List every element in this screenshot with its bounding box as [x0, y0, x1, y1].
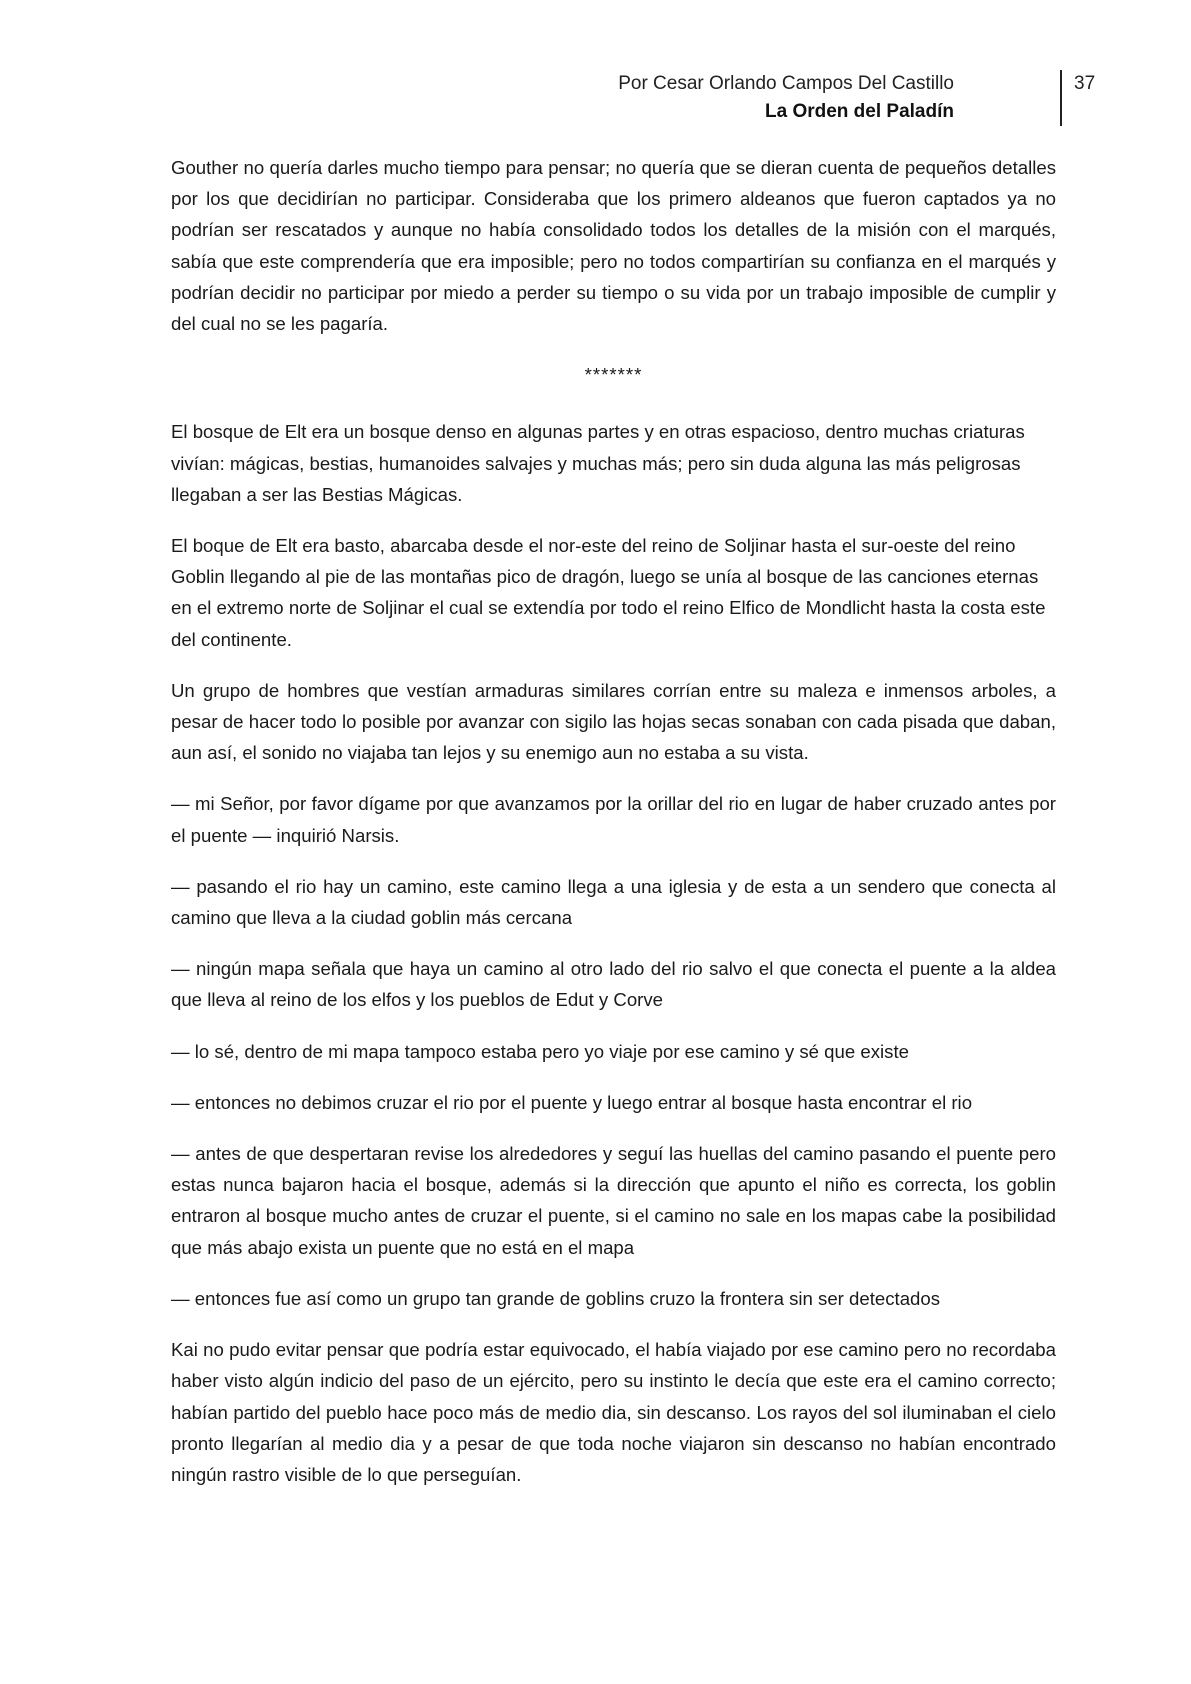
page-body — [171, 152, 1056, 1510]
dialogue-line: — entonces fue así como un grupo tan grande de goblins cruzo la frontera sin ser detectados — [171, 1287, 941, 1309]
dialogue-line: — pasando el rio hay un camino, este camino llega a una iglesia y de esta a un sendero que conecta al camino que lleva a la ciudad goblin más cercana — [171, 875, 1056, 929]
paragraph: Gouther no quería darles mucho tiempo para pensar; no quería que se dieran cuenta de pequeños detalles por los que decidirían no participar. Consideraba que los primero aldeanos que fueron captados ya no podrían ser rescatados y aunque no había consolidado todos los detalles de la misión con el marqués, sabía que este comprendería que era imposible; pero no todos compartirían su confianza en el marqués y podrían decidir no participar por miedo a perder su tiempo o su vida por un trabajo imposible de cumplir y del cual no se les pagaría. — [171, 157, 1056, 335]
header-author: Por Cesar Orlando Campos Del Castillo — [618, 73, 954, 94]
header-divider — [1060, 70, 1062, 126]
dialogue-line: — lo sé, dentro de mi mapa tampoco estaba pero yo viaje por ese camino y sé que existe — [171, 1040, 909, 1062]
paragraph: El boque de Elt era basto, abarcaba desde el nor-este del reino de Soljinar hasta el sur-oeste del reino Goblin llegando al pie de las montañas pico de dragón, luego se unía al bosque de las canciones eternas en el extremo norte de Soljinar el cual se extendía por todo el reino Elfico de Mondlicht hasta la costa este del continente. — [171, 535, 1046, 650]
paragraph: Un grupo de hombres que vestían armaduras similares corrían entre su maleza e inmensos arboles, a pesar de hacer todo lo posible por avanzar con sigilo las hojas secas sonaban con cada pisada que daban, aun así, el sonido no viajaba tan lejos y su enemigo aun no estaba a su vista. — [171, 679, 1056, 764]
dialogue-line: — ningún mapa señala que haya un camino al otro lado del rio salvo el que conecta el puente a la aldea que lleva al reino de los elfos y los pueblos de Edut y Corve — [171, 958, 1056, 1011]
paragraph: El bosque de Elt era un bosque denso en algunas partes y en otras espacioso, dentro muchas criaturas vivían: mágicas, bestias, humanoides salvajes y muchas más; pero sin duda alguna las más peligrosas llegaban a ser las Bestias Mágicas. — [171, 421, 1025, 505]
dialogue-line: — entonces no debimos cruzar el rio por el puente y luego entrar al bosque hasta encontrar el rio — [171, 1091, 973, 1113]
dialogue-line: — mi Señor, por favor dígame por que avanzamos por la orillar del rio en lugar de haber cruzado antes por el puente — inquirió Narsis. — [171, 793, 1056, 846]
page-number: 37 — [1074, 73, 1096, 94]
paragraph: Kai no pudo evitar pensar que podría estar equivocado, el había viajado por ese camino pero no recordaba haber visto algún indicio del paso de un ejército, pero su instinto le decía que este era el camino correcto; habían partido del pueblo hace poco más de medio dia, sin descanso. Los rayos del sol iluminaban el cielo pronto llegarían al medio dia y a pesar de que toda noche viajaron sin descanso no habían encontrado ningún rastro visible de lo que perseguían. — [171, 1339, 1056, 1485]
running-header — [618, 70, 968, 126]
header-book-title: La Orden del Paladín — [765, 101, 954, 122]
dialogue-line: — antes de que despertaran revise los alrededores y seguí las huellas del camino pasando el puente pero estas nunca bajaron hacia el bosque, además si la dirección que apunto el niño es correcta, los goblin entraron al bosque mucho antes de cruzar el puente, si el camino no sale en los mapas cabe la posibilidad que más abajo exista un puente que no está en el mapa — [171, 1143, 1056, 1258]
section-separator: ******* — [584, 364, 643, 386]
